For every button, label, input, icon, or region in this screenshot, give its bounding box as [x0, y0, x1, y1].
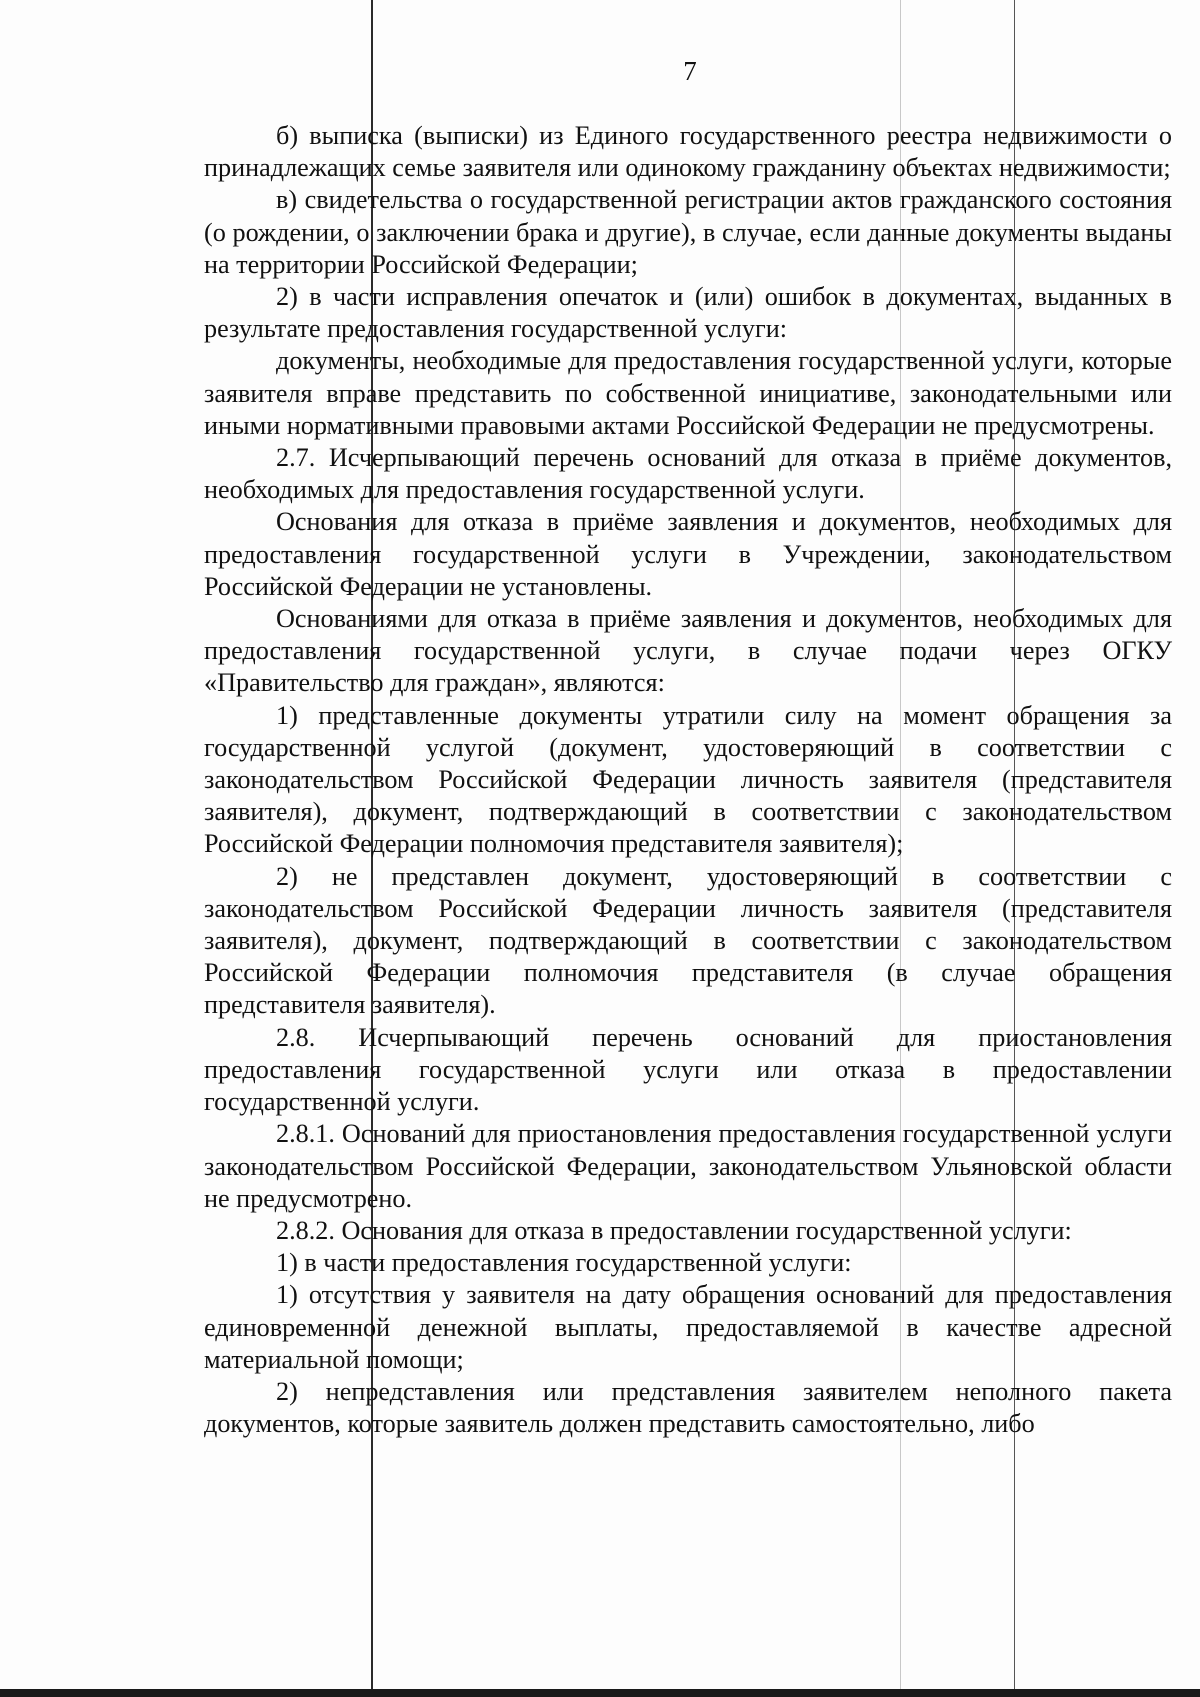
paragraph: 2.8.2. Основания для отказа в предоставлении государственной услуги:: [276, 1215, 1072, 1245]
paragraph: 2.7. Исчерпывающий перечень оснований для отказа в приёме документов, необходимых для предоставления государственной услуги.: [204, 443, 1172, 505]
paragraph: б) выписка (выписки) из Единого государственного реестра недвижимости о принадлежащих семье заявителя или одинокому гражданину объектах недвижимости;: [204, 121, 1172, 183]
paragraph: Основания для отказа в приёме заявления и документов, необходимых для предоставления государственной услуги в Учреждении, законодательством Российской Федерации не установлены.: [204, 507, 1172, 601]
paragraph: 2) не представлен документ, удостоверяющий в соответствии с законодательством Российской Федерации личность заявителя (представителя заявителя), документ, подтверждающий в соответствии с законодательством Российской Федерации полномочия представителя (в случае обращения представителя заявителя).: [204, 861, 1172, 1020]
scan-bottom-edge: [0, 1689, 1200, 1697]
paragraph: 1) представленные документы утратили силу на момент обращения за государственной услугой (документ, удостоверяющий в соответствии с законодательством Российской Федерации личность заявителя (представителя заявителя), документ, подтверждающий в соответствии с законодательством Российской Федерации полномочия представителя заявителя);: [204, 700, 1172, 859]
paragraph: 2.8.1. Оснований для приостановления предоставления государственной услуги законодательством Российской Федерации, законодательством Ульяновской области не предусмотрено.: [204, 1119, 1172, 1213]
paragraph: 2) в части исправления опечаток и (или) ошибок в документах, выданных в результате предоставления государственной услуги:: [204, 282, 1172, 344]
paragraph: 2.8. Исчерпывающий перечень оснований для приостановления предоставления государственной услуги или отказа в предоставлении государственной услуги.: [204, 1022, 1172, 1117]
paragraph: 1) в части предоставления государственной услуги:: [276, 1248, 852, 1278]
paragraph: Основаниями для отказа в приёме заявления и документов, необходимых для предоставления государственной услуги, в случае подачи через ОГКУ «Правительство для граждан», являются:: [204, 604, 1172, 698]
paragraph: в) свидетельства о государственной регистрации актов гражданского состояния (о рождении, о заключении брака и другие), в случае, если данные документы выданы на территории Российской Федерации;: [204, 185, 1172, 279]
paragraph: 2) непредставления или представления заявителем неполного пакета документов, которые заявитель должен представить самостоятельно, либо: [204, 1376, 1172, 1439]
document-body: [204, 120, 1172, 1440]
paragraph: 1) отсутствия у заявителя на дату обращения оснований для предоставления единовременной денежной выплаты, предоставляемой в качестве адресной материальной помощи;: [204, 1280, 1172, 1374]
page-number: 7: [683, 56, 697, 86]
paragraph: документы, необходимые для предоставления государственной услуги, которые заявителя вправе представить по собственной инициативе, законодательными или иными нормативными правовыми актами Российской Федерации не предусмотрены.: [204, 346, 1172, 440]
